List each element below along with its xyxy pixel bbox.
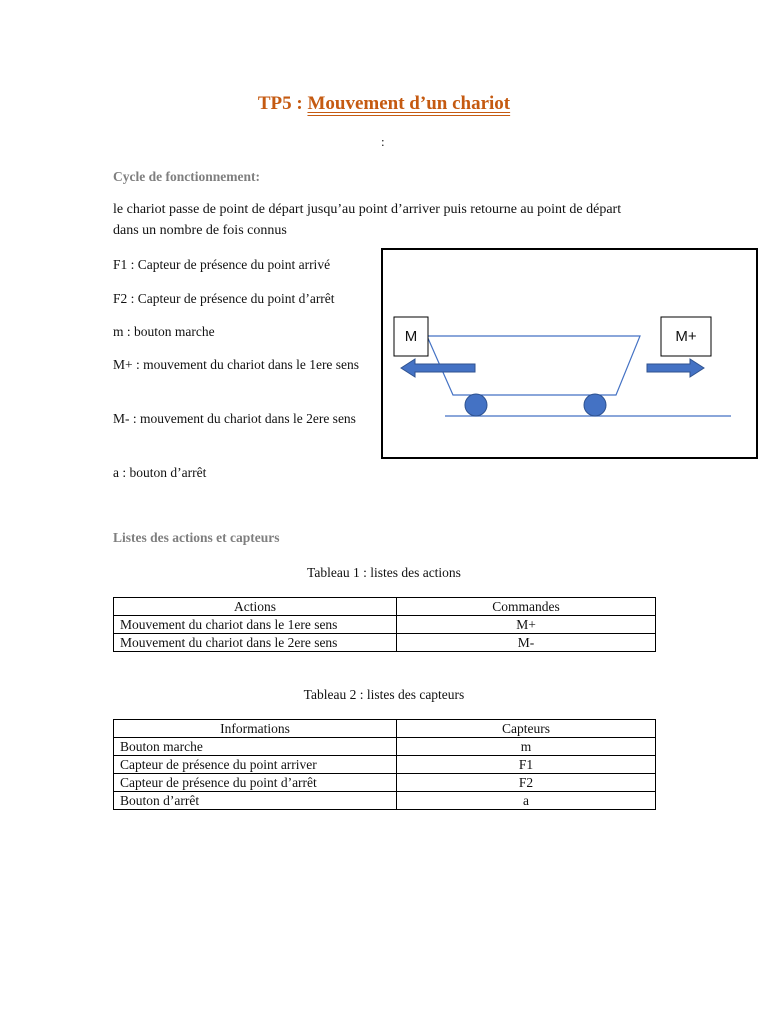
table-row [114, 616, 656, 634]
table-cell: Capteur de présence du point d’arrêt [114, 774, 397, 792]
table-row [114, 756, 656, 774]
definition-m-plus: M+ : mouvement du chariot dans le 1ere sens [113, 357, 360, 372]
title-subject: Mouvement d’un chariot [307, 93, 511, 114]
table-cell: m [397, 738, 656, 756]
definition-m: m : bouton marche [113, 324, 215, 339]
table-header: Commandes [397, 598, 656, 616]
table-cell: Bouton marche [114, 738, 397, 756]
table-row [114, 774, 656, 792]
table-cell: Mouvement du chariot dans le 2ere sens [114, 634, 397, 652]
table1-caption: Tableau 1 : listes des actions [307, 565, 461, 580]
table-cell: a [397, 792, 656, 810]
table-cell: Bouton d’arrêt [114, 792, 397, 810]
definition-a: a : bouton d’arrêt [113, 465, 207, 480]
table-header: Capteurs [397, 720, 656, 738]
table-cell: M- [397, 634, 656, 652]
actions-table [113, 597, 656, 652]
table-cell: F1 [397, 756, 656, 774]
lists-heading: Listes des actions et capteurs [113, 530, 280, 545]
cart-diagram-svg [383, 250, 760, 461]
table-cell: Mouvement du chariot dans le 1ere sens [114, 616, 397, 634]
table-row [114, 634, 656, 652]
title-prefix: TP5 : [257, 93, 308, 114]
table-header: Informations [114, 720, 397, 738]
right-wheel [584, 394, 606, 416]
document-title [0, 93, 768, 115]
definition-m-minus: M- : mouvement du chariot dans le 2ere sens [113, 411, 356, 426]
cycle-heading: Cycle de fonctionnement: [113, 169, 260, 184]
table-row [114, 792, 656, 810]
definition-f2: F2 : Capteur de présence du point d’arrêt [113, 291, 335, 306]
table-cell: M+ [397, 616, 656, 634]
table-header-row [114, 598, 656, 616]
table-cell: F2 [397, 774, 656, 792]
colon-mark: : [381, 134, 385, 149]
table-header-row [114, 720, 656, 738]
sensors-table [113, 719, 656, 810]
left-motor-label: M [404, 328, 418, 345]
table-cell: Capteur de présence du point arriver [114, 756, 397, 774]
definition-f1: F1 : Capteur de présence du point arrivé [113, 257, 331, 272]
table-row [114, 738, 656, 756]
cart-diagram [381, 248, 758, 459]
intro-paragraph: le chariot passe de point de départ jusqu’au point d’arriver puis retourne au point de départ dans un nombre de fois connus [113, 202, 622, 238]
table-header: Actions [114, 598, 397, 616]
left-wheel [465, 394, 487, 416]
right-arrow-icon [647, 359, 704, 377]
table2-caption: Tableau 2 : listes des capteurs [303, 687, 465, 702]
right-motor-label: M+ [675, 328, 697, 345]
